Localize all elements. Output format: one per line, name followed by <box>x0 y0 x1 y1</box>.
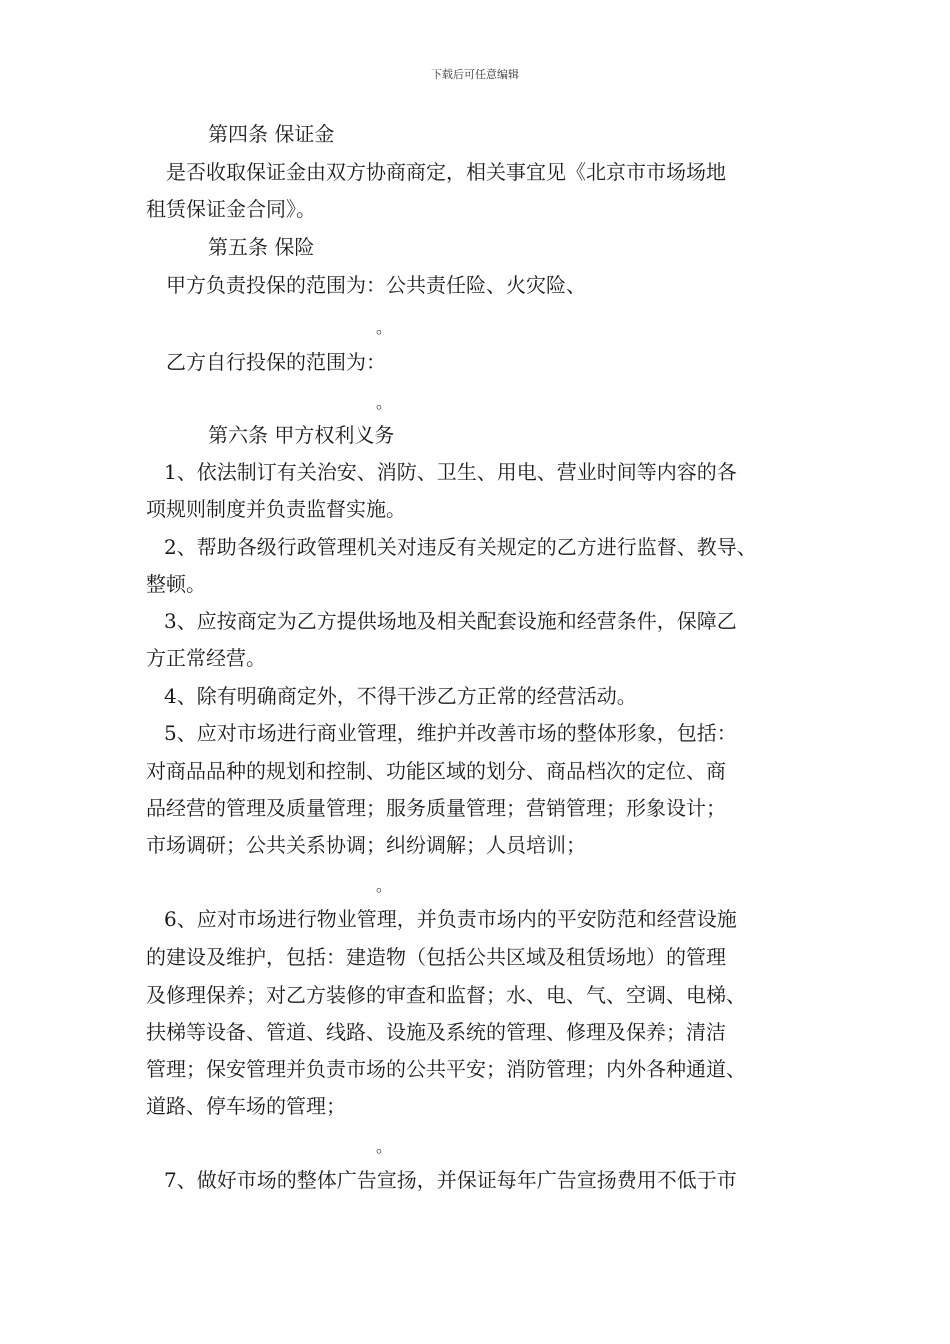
item-1-line-1: 1、依法制订有关治安、消防、卫生、用电、营业时间等内容的各 <box>164 460 737 484</box>
article-5-heading: 第五条 保险 <box>208 235 315 259</box>
fill-in-blank-end: 。 <box>376 876 393 895</box>
fill-in-blank-end: 。 <box>376 318 393 337</box>
item-5-line-4: 市场调研；公共关系协调；纠纷调解；人员培训； <box>146 833 586 857</box>
item-4-line-1: 4、除有明确商定外，不得干涉乙方正常的经营活动。 <box>164 684 637 708</box>
item-6-line-2: 的建设及维护，包括：建造物（包括公共区域及租赁场地）的管理 <box>146 945 726 969</box>
item-3-line-1: 3、应按商定为乙方提供场地及相关配套设施和经营条件，保障乙 <box>164 609 737 633</box>
party-b-insurance-line: 乙方自行投保的范围为： <box>166 350 386 374</box>
article-4-text-line-1: 是否收取保证金由双方协商商定，相关事宜见《北京市市场场地 <box>166 160 726 184</box>
item-5-line-3: 品经营的管理及质量管理；服务质量管理；营销管理；形象设计； <box>146 796 726 820</box>
item-6-line-3: 及修理保养；对乙方装修的审查和监督；水、电、气、空调、电梯、 <box>146 983 746 1007</box>
item-6-line-1: 6、应对市场进行物业管理，并负责市场内的平安防范和经营设施 <box>164 907 737 931</box>
item-6-line-5: 管理；保安管理并负责市场的公共平安；消防管理；内外各种通道、 <box>146 1057 746 1081</box>
item-1-line-2: 项规则制度并负责监督实施。 <box>146 497 406 521</box>
page-header-note: 下载后可任意编辑 <box>431 68 519 81</box>
item-5-line-1: 5、应对市场进行商业管理，维护并改善市场的整体形象，包括： <box>164 721 737 745</box>
article-6-heading: 第六条 甲方权利义务 <box>208 423 395 447</box>
item-3-line-2: 方正常经营。 <box>146 646 266 670</box>
party-a-insurance-line: 甲方负责投保的范围为：公共责任险、火灾险、 <box>166 273 586 297</box>
item-7-line-1: 7、做好市场的整体广告宣扬，并保证每年广告宣扬费用不低于市 <box>164 1168 737 1192</box>
fill-in-blank-end: 。 <box>376 1137 393 1156</box>
article-4-heading: 第四条 保证金 <box>208 122 335 146</box>
item-6-line-4: 扶梯等设备、管道、线路、设施及系统的管理、修理及保养；清洁 <box>146 1020 726 1044</box>
item-2-line-2: 整顿。 <box>146 572 206 596</box>
item-2-line-1: 2、帮助各级行政管理机关对违反有关规定的乙方进行监督、教导、 <box>164 535 757 559</box>
fill-in-blank-end: 。 <box>376 393 393 412</box>
item-6-line-6: 道路、停车场的管理； <box>146 1094 346 1118</box>
article-4-text-line-2: 租赁保证金合同》。 <box>146 197 316 221</box>
item-5-line-2: 对商品品种的规划和控制、功能区域的划分、商品档次的定位、商 <box>146 759 726 783</box>
